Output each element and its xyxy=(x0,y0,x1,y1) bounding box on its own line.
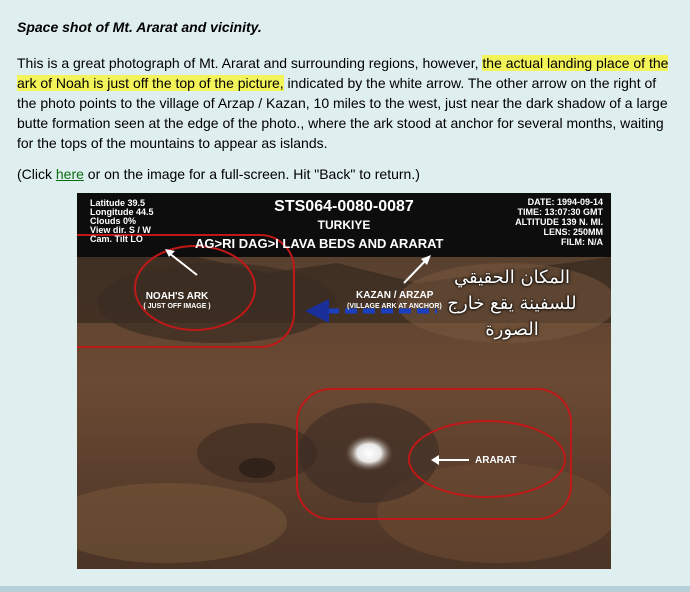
photo-id: STS064-0080-0087 xyxy=(274,198,414,215)
info-clouds: Clouds 0% xyxy=(90,216,137,226)
click-instructions xyxy=(17,166,420,182)
label-noahs-ark-sub: ( JUST OFF IMAGE ) xyxy=(143,303,211,310)
description-paragraph xyxy=(17,53,677,153)
label-kazan-sub: (VILLAGE ARK AT ANCHOR) xyxy=(347,303,442,310)
photo-info-right xyxy=(515,197,603,247)
bottom-bar xyxy=(0,586,690,592)
info-date: DATE: 1994-09-14 xyxy=(527,197,603,207)
satellite-photo[interactable] xyxy=(77,193,611,569)
arabic-annotation xyxy=(422,265,602,343)
label-kazan-arzap: KAZAN / ARZAP xyxy=(356,290,434,301)
photo-caption: AG>RI DAG>I LAVA BEDS AND ARARAT xyxy=(195,236,444,251)
arabic-line-2: للسفينة يقع خارج xyxy=(447,293,577,314)
info-latitude: Latitude 39.5 xyxy=(90,198,146,208)
paragraph-text-2: indicated by the white arrow. The other arrow on the right of the photo points to the village of Arzap / Kazan, 10 miles to the west, just near the dark shadow of a large butte formation seen at the edge of the photo., where the ark stood at anchor for several months, waiting for the tops of the mountains to appear as islands. xyxy=(17,75,668,151)
info-cam-tilt: Cam. Tilt LO xyxy=(90,234,143,244)
info-lens: LENS: 250MM xyxy=(543,227,603,237)
paragraph-text-1: This is a great photograph of Mt. Ararat and surrounding regions, however, xyxy=(17,55,483,71)
info-time: TIME: 13:07:30 GMT xyxy=(517,207,603,217)
label-ararat: ARARAT xyxy=(475,455,517,466)
photo-country: TURKIYE xyxy=(317,218,371,232)
arabic-line-1: المكان الحقيقي xyxy=(453,267,570,288)
info-altitude: ALTITUDE 139 N. MI. xyxy=(515,217,603,227)
click-prefix: (Click xyxy=(17,166,56,182)
click-suffix: or on the image for a full-screen. Hit "Back" to return.) xyxy=(83,166,420,182)
fullscreen-link[interactable]: here xyxy=(55,166,84,182)
label-noahs-ark: NOAH'S ARK xyxy=(145,291,209,302)
highlighted-text: the actual landing place of the ark of Noah is just off the top of the picture, xyxy=(17,55,669,91)
page-title: Space shot of Mt. Ararat and vicinity. xyxy=(17,19,262,35)
info-view-dir: View dir. S / W xyxy=(90,225,151,235)
arabic-line-3: الصورة xyxy=(485,319,539,340)
info-film: FILM: N/A xyxy=(561,237,603,247)
info-longitude: Longitude 44.5 xyxy=(90,207,154,217)
